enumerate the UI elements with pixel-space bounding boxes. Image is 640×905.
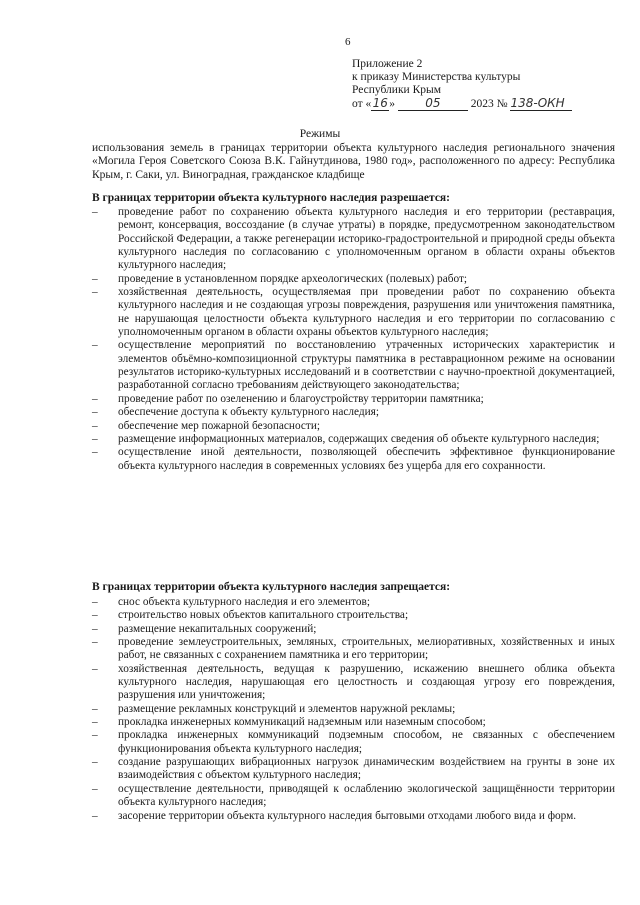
list-item: – создание разрушающих вибрационных нагрузок динамическим воздействием на грунты в зоне их взаимодействия с объектом культурного наследия; bbox=[92, 756, 615, 783]
handwritten-day: 16 bbox=[372, 96, 388, 110]
date-year: 2023 № bbox=[470, 98, 508, 110]
appendix-title: Приложение 2 bbox=[352, 58, 423, 70]
list-item: – размещение некапитальных сооружений; bbox=[92, 623, 615, 636]
appendix-header bbox=[352, 58, 572, 111]
list-item: – снос объекта культурного наследия и его элементов; bbox=[92, 596, 615, 609]
list-item: – проведение работ по сохранению объекта культурного наследия и его территории (реставрация, ремонт, консервация, воссоздание (в случае утраты) в порядке, предусмотренном законодательством Российской Федерации, а также регенерации историко-градостроительной и природной среды объекта культурного наследия по согласованию с уполномоченным органом в области охраны объектов культурного наследия; bbox=[92, 206, 615, 273]
prohibited-list bbox=[92, 596, 615, 823]
list-item: – хозяйственная деятельность, ведущая к разрушению, искажению внешнего облика объекта культурного наследия, нарушающая его целостность и создающая угрозу его повреждения, разрушения или уничтожения; bbox=[92, 663, 615, 703]
list-item: – прокладка инженерных коммуникаций надземным или наземным способом; bbox=[92, 716, 615, 729]
list-item: – осуществление мероприятий по восстановлению утраченных исторических характеристик и элементов объёмно-композиционной структуры памятника в реставрационном режиме на основании результатов историко-культурных исследований и в соответствии с научно-проектной документацией, разработанной согласно требованиям действующего законодательства; bbox=[92, 339, 615, 392]
document-intro: использования земель в границах территории объекта культурного наследия регионального значения «Могила Героя Советского Союза В.К. Гайнутдинова, 1980 год», расположенного по адресу: Республика Крым, г. Саки, ул. Виноградная, гражданское кладбище bbox=[92, 142, 615, 181]
handwritten-order-number: 138-ОКН bbox=[510, 97, 572, 111]
list-item: – проведение землеустроительных, земляных, строительных, мелиоративных, хозяйственных и иных работ, не связанных с сохранением памятника и его территории; bbox=[92, 636, 615, 663]
list-item: – обеспечение мер пожарной безопасности; bbox=[92, 420, 615, 433]
list-item: – осуществление деятельности, приводящей к ослаблению экологической защищённости территории объекта культурного наследия; bbox=[92, 783, 615, 810]
document-title: Режимы bbox=[299, 128, 341, 140]
appendix-date-line bbox=[352, 97, 572, 111]
list-item: – размещение рекламных конструкций и элементов наружной рекламы; bbox=[92, 703, 615, 716]
prohibited-heading: В границах территории объекта культурного наследия запрещается: bbox=[92, 581, 451, 593]
appendix-order-reference: к приказу Министерства культуры bbox=[352, 71, 521, 83]
date-close-quote: » bbox=[389, 98, 395, 110]
list-item: – проведение работ по озеленению и благоустройству территории памятника; bbox=[92, 393, 615, 406]
list-item: – прокладка инженерных коммуникаций подземным способом, не связанных с обеспечением функционирования объекта культурного наследия; bbox=[92, 729, 615, 756]
page-number: 6 bbox=[345, 36, 351, 48]
list-item: – осуществление иной деятельности, позволяющей обеспечить эффективное функционирование объекта культурного наследия в современных условиях без ущерба для его сохранности. bbox=[92, 446, 615, 473]
appendix-region: Республики Крым bbox=[352, 84, 441, 96]
date-prefix: от « bbox=[352, 98, 372, 110]
permitted-list bbox=[92, 206, 615, 473]
list-item: – строительство новых объектов капитального строительства; bbox=[92, 609, 615, 622]
handwritten-month: 05 bbox=[398, 97, 468, 111]
list-item: – засорение территории объекта культурного наследия бытовыми отходами любого вида и форм. bbox=[92, 810, 615, 823]
list-item: – обеспечение доступа к объекту культурного наследия; bbox=[92, 406, 615, 419]
list-item: – хозяйственная деятельность, осуществляемая при проведении работ по сохранению объекта культурного наследия и не создающая угрозы повреждения, разрушения или уничтожения памятника, не нарушающая целостности объекта культурного наследия и его территории по согласованию с уполномоченным органом в области охраны объектов культурного наследия; bbox=[92, 286, 615, 339]
permitted-heading: В границах территории объекта культурного наследия разрешается: bbox=[92, 192, 450, 204]
list-item: – размещение информационных материалов, содержащих сведения об объекте культурного наследия; bbox=[92, 433, 615, 446]
list-item: – проведение в установленном порядке археологических (полевых) работ; bbox=[92, 273, 615, 286]
